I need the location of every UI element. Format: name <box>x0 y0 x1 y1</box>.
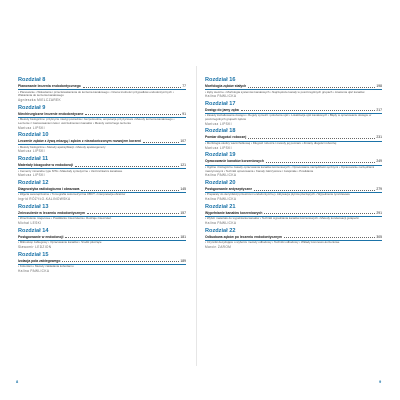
chapter-page: 189 <box>180 258 186 263</box>
chapter-page: 198 <box>376 84 382 88</box>
leader-dots <box>254 190 375 191</box>
chapter-author: Michał LESKI <box>18 221 42 226</box>
chapter-label: Rozdział 20 <box>205 179 236 186</box>
leader-dots <box>62 261 179 262</box>
chapter-17 <box>205 101 382 127</box>
leader-dots <box>81 190 179 191</box>
chapter-author: Mariusz LIPSKI <box>205 145 232 150</box>
leader-dots <box>75 166 179 167</box>
chapter-22 <box>205 228 382 250</box>
chapter-author: Ingrid RÓŻYŁO-KALINOWSKA <box>18 197 71 202</box>
chapter-page: 77 <box>182 84 186 88</box>
chapter-author: Mariusz LIPSKI <box>18 125 45 130</box>
leader-dots <box>241 110 376 111</box>
chapter-label: Rozdział 17 <box>205 100 236 107</box>
chapter-heading[interactable] <box>18 211 186 216</box>
chapter-page: 91 <box>182 111 186 116</box>
chapter-topics: • Wybór materiału do wypełniania kanałów • Techniki wypełniania kanałów korzeniowych • Metody kondensacji gutaperki <box>205 216 359 221</box>
chapter-page: 121 <box>180 163 186 168</box>
chapter-author: Mariusz LIPSKI <box>18 149 45 154</box>
page-gutter <box>196 66 197 366</box>
chapter-heading[interactable] <box>205 84 382 89</box>
chapter-title: Dostęp do jamy zęba <box>205 107 239 112</box>
chapter-title: Postępowanie antyseptyczne <box>205 186 253 191</box>
chapter-label: Rozdział 12 <box>18 179 49 186</box>
chapter-topics: • Metody biologiczne: przykrycie miazgi pośrednie i bezpośrednie, amputacja przyżyciowa • Metody leczenia kanałowego • Leczenie z zastosowaniem leku i uszczelnieniem kanałów • Metody ostrożnego leczenia <box>18 117 175 125</box>
chapter-title: Postępowanie w endodoncji <box>18 234 64 239</box>
chapter-title: Niechirurgiczne leczenie endodontyczne <box>18 111 84 116</box>
chapter-author: Sławomir LEDZION <box>18 244 52 249</box>
leader-dots <box>87 213 179 214</box>
chapter-16 <box>205 77 382 99</box>
chapter-label: Rozdział 21 <box>205 203 236 210</box>
chapter-heading[interactable] <box>205 235 382 240</box>
chapter-page: 107 <box>180 139 186 144</box>
chapter-topics: • Mikroskop zabiegowy • Opracowanie kanałów • Środki płuczące <box>18 240 102 245</box>
chapter-author: Halina PAWLICKA <box>205 173 237 178</box>
leader-dots <box>85 114 181 115</box>
chapter-title: Izolacja pola zabiegowego <box>18 258 61 263</box>
chapter-heading[interactable] <box>205 187 382 192</box>
leader-dots <box>266 162 375 163</box>
chapter-20 <box>205 180 382 202</box>
chapter-19 <box>205 152 382 178</box>
chapter-label: Rozdział 11 <box>18 156 49 163</box>
chapter-heading[interactable] <box>18 187 186 192</box>
chapter-heading[interactable] <box>18 235 186 240</box>
chapter-title: Pomiar długości roboczej <box>205 135 247 140</box>
chapter-author: Halina PAWLICKA <box>205 197 237 202</box>
chapter-topics: • Ogólne i biologiczne zasady opracowania kanałów korzeniowych • Opracowanie narzędziami ręcznymi • Opracowanie narzędziami maszynowymi • Techniki opracowania • Kanały zakrzywione i zwapniałe • Powikłania <box>205 164 375 173</box>
chapter-topics: • Czynniki decydujące o wyborze metody odbudowy • Techniki odbudowy • Wkłady koronowo-korzeniowe <box>205 240 340 245</box>
chapter-page: 305 <box>376 234 382 239</box>
chapter-topics: • Cementy mineralne typu MTA • Materiały syntetyczne • Uszczelniacze kanałowe <box>18 168 123 173</box>
left-page-number: 8 <box>16 379 19 384</box>
chapter-topics: • Metody biologiczne • Metody apeksyfikacji • Metody apeksogenezy <box>18 144 106 149</box>
right-page-number: 9 <box>379 379 382 384</box>
chapter-label: Rozdział 16 <box>205 77 236 83</box>
chapter-title: Opracowanie kanałów korzeniowych <box>205 159 264 164</box>
chapter-11 <box>18 156 186 178</box>
chapter-label: Rozdział 8 <box>18 77 46 83</box>
chapter-label: Rozdział 14 <box>18 227 49 234</box>
chapter-topics: • Morfologia okolicy wierzchołkowej • Długość robocza i metody jej pomiaru • Zmiany długości roboczej <box>205 141 337 146</box>
chapter-topics: • Koferdam • Metody zakładania koferdamu <box>18 264 74 269</box>
chapter-label: Rozdział 18 <box>205 128 236 135</box>
chapter-13 <box>18 204 186 226</box>
chapter-title: Wypełnianie kanałów korzeniowych <box>205 210 263 215</box>
chapter-12 <box>18 180 186 202</box>
chapter-label: Rozdział 19 <box>205 152 236 159</box>
chapter-topics: • Preparaty do dezynfekcji przestrzeni endodontycznej • Aktywacja płynów płuczących • Wypełnienie tymczasowe <box>205 192 350 197</box>
chapter-topics: • Zasady kształtowania dostępu • Reguły symetrii i położenia ujść • Lokalizacja ujść kanałowych • Błędy w opracowaniu dostępu w poszczególnych grupach zębów <box>205 113 372 122</box>
chapter-label: Rozdział 13 <box>18 203 49 210</box>
chapter-14 <box>18 228 186 250</box>
left-column <box>18 77 186 275</box>
chapter-9 <box>18 105 186 131</box>
leader-dots <box>264 213 375 214</box>
chapter-heading[interactable] <box>18 84 186 89</box>
chapter-18 <box>205 128 382 150</box>
chapter-title: Materiały biozgodne w endodoncji <box>18 163 74 168</box>
chapter-heading[interactable] <box>205 108 382 113</box>
chapter-author: Marcin ŻAROM <box>205 244 232 249</box>
chapter-heading[interactable] <box>205 159 382 164</box>
chapter-topics: • Znieczulenie miejscowe • Powikłania znieczulenia • Rodzaje znieczuleń <box>18 216 112 221</box>
chapter-author: Agnieszka MIELCZAREK <box>18 97 61 102</box>
leader-dots <box>284 237 375 238</box>
chapter-heading[interactable] <box>205 211 382 216</box>
chapter-page: 231 <box>376 135 382 140</box>
chapter-title: Planowanie leczenia endodontycznego <box>18 84 81 88</box>
chapter-heading[interactable] <box>18 163 186 168</box>
leader-dots <box>248 138 375 139</box>
chapter-author: Halina PAWLICKA <box>18 268 50 273</box>
chapter-page: 291 <box>376 210 382 215</box>
chapter-10 <box>18 132 186 154</box>
chapter-title: Odbudowa zębów po leczeniu endodontycznym <box>205 234 283 239</box>
chapter-author: Mariusz LIPSKI <box>205 121 232 126</box>
chapter-page: 279 <box>376 186 382 191</box>
chapter-label: Rozdział 15 <box>18 251 49 258</box>
chapter-page: 157 <box>180 210 186 215</box>
leader-dots <box>65 237 179 238</box>
chapter-page: 181 <box>180 234 186 239</box>
chapter-heading[interactable] <box>18 112 186 117</box>
chapter-topics: • Zęby sieczne • Morfologia systemów kanałowych • Najczęstsze kanały w poszczególnych grupach • Anatomia ujść kanałów <box>205 89 365 94</box>
chapter-8 <box>18 77 186 103</box>
chapter-15 <box>18 252 186 274</box>
chapter-21 <box>205 204 382 226</box>
chapter-author: Halina PAWLICKA <box>205 221 237 226</box>
chapter-heading[interactable] <box>205 135 382 140</box>
chapter-topics: • Planowanie • Wskazania i przeciwwskazania do leczenia kanałowego • Ocena trudności przypadków endodontycznych • Wskazania do leczenia kanałowego <box>18 89 174 98</box>
chapter-heading[interactable] <box>18 259 186 264</box>
right-column <box>205 77 382 252</box>
chapter-title: Znieczulenie w leczeniu endodontycznym <box>18 210 86 215</box>
leader-dots <box>83 87 181 88</box>
chapter-label: Rozdział 22 <box>205 227 236 234</box>
chapter-title: Diagnostyka radiologiczna i obrazowa <box>18 186 80 191</box>
chapter-page: 217 <box>376 107 382 112</box>
chapter-title: Leczenie zębów z żywą miazgą i zębów z niezakończonym rozwojem korzeni <box>18 139 142 144</box>
chapter-heading[interactable] <box>18 139 186 144</box>
leader-dots <box>248 87 375 88</box>
chapter-author: Mariusz LIPSKI <box>18 173 45 178</box>
leader-dots <box>143 142 179 143</box>
chapter-page: 145 <box>180 186 186 191</box>
chapter-topics: • Zdjęcia wewnątrzustne • Tomografia wolumetryczna CBCT • Interpretacja obrazów <box>18 192 126 197</box>
chapter-label: Rozdział 10 <box>18 132 49 139</box>
chapter-author: Halina PAWLICKA <box>205 94 237 99</box>
chapter-page: 249 <box>376 159 382 164</box>
chapter-label: Rozdział 9 <box>18 104 46 111</box>
chapter-title: Morfologia zębów stałych <box>205 84 247 88</box>
